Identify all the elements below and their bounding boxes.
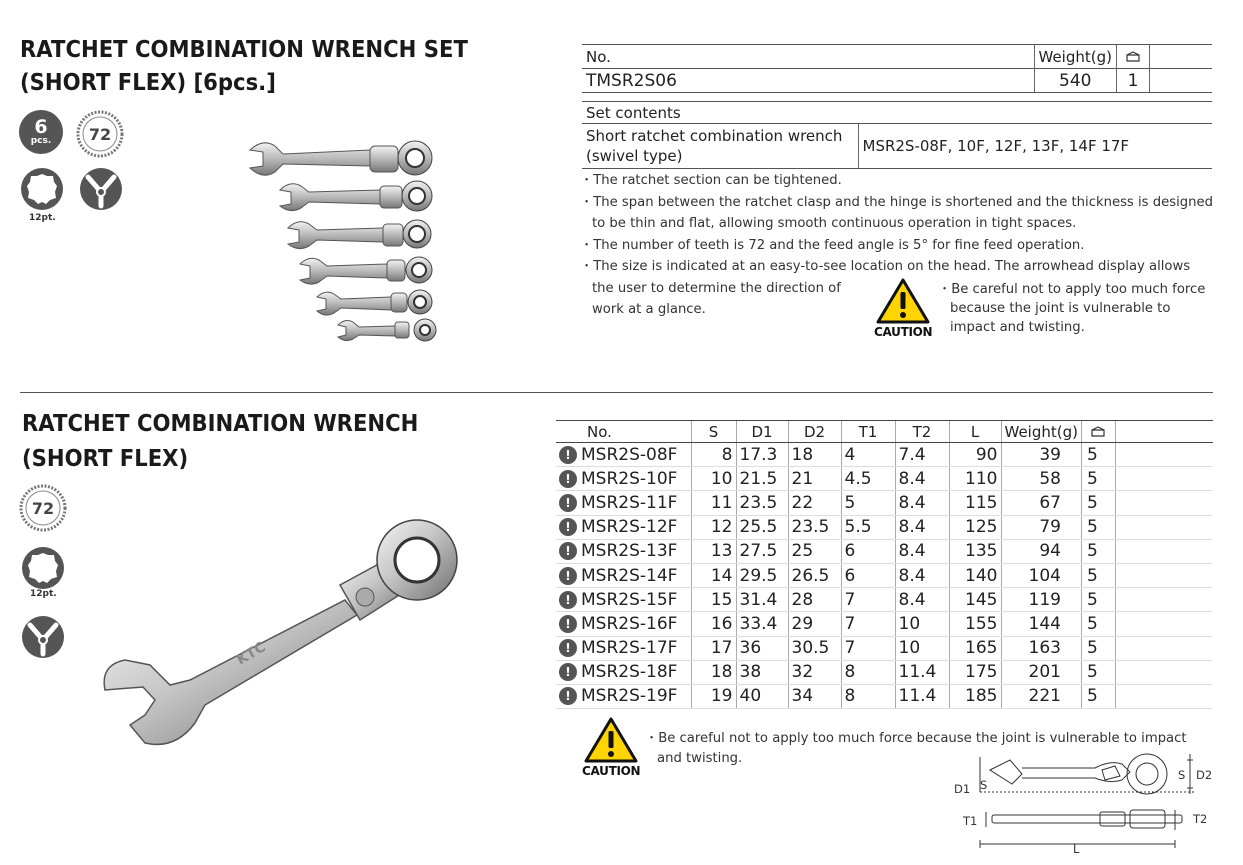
set-caution-line1: Be careful not to apply too much force — [951, 282, 1206, 297]
spec-cell: 5 — [1081, 443, 1115, 467]
spec-cell: 104 — [1001, 563, 1081, 587]
spec-cell: 12 — [691, 515, 736, 539]
spec-cell: 38 — [736, 660, 788, 684]
spec-cell: 10 — [691, 467, 736, 491]
spec-cell: 185 — [949, 684, 1001, 708]
spec-cell: 8 — [841, 660, 895, 684]
pcs-badge-icon — [19, 110, 63, 154]
spec-header-weight: Weight(g) — [1001, 421, 1081, 443]
flex-warning-icon: ! — [559, 663, 577, 681]
spec-cell: 31.4 — [736, 588, 788, 612]
set-caution-text: ・Be careful not to apply too much force because the joint is vulnerable to impact and twisting. — [938, 282, 1206, 335]
single-title-line1: RATCHET COMBINATION WRENCH — [22, 411, 419, 437]
dim-d1: D1 — [954, 782, 971, 796]
flex-warning-icon: ! — [559, 542, 577, 560]
spec-cell: 7 — [841, 636, 895, 660]
teeth-72-gear-icon — [76, 110, 124, 158]
spec-cell: 11.4 — [895, 684, 949, 708]
spec-cell: 8 — [841, 684, 895, 708]
spec-header-d2: D2 — [788, 421, 841, 443]
feature-3: ・The number of teeth is 72 and the feed angle is 5° for fine feed operation. — [580, 237, 1085, 253]
single-teeth-72-label: 72 — [31, 499, 55, 518]
set-contents-sizes: MSR2S-08F, 10F, 12F, 13F, 14F 17F — [858, 124, 1212, 169]
single-teeth-72-gear-icon — [19, 484, 67, 532]
set-header-qty — [1116, 45, 1149, 69]
teeth-72-label: 72 — [88, 125, 112, 144]
spec-cell-no: ! MSR2S-12F — [556, 515, 691, 539]
spec-cell: 7 — [841, 588, 895, 612]
spec-cell: 90 — [949, 443, 1001, 467]
flex-warning-icon: ! — [559, 591, 577, 609]
spec-cell: 79 — [1001, 515, 1081, 539]
set-contents-item-line2: (swivel type) — [586, 147, 683, 165]
single-title-line2: (SHORT FLEX) — [22, 446, 189, 472]
spec-cell-no: ! MSR2S-18F — [556, 660, 691, 684]
spec-cell: 175 — [949, 660, 1001, 684]
flex-warning-icon: ! — [559, 615, 577, 633]
spec-header-l: L — [949, 421, 1001, 443]
spec-cell-no: ! MSR2S-17F — [556, 636, 691, 660]
spec-header-t1: T1 — [841, 421, 895, 443]
spec-cell-no: ! MSR2S-16F — [556, 612, 691, 636]
single-caution-line2: and twisting. — [657, 751, 743, 766]
spec-cell: 5 — [1081, 539, 1115, 563]
set-caution-line3: impact and twisting. — [950, 320, 1085, 335]
spec-cell: 5 — [1081, 588, 1115, 612]
spec-cell: 8.4 — [895, 515, 949, 539]
spec-cell: 8.4 — [895, 539, 949, 563]
dim-t1: T1 — [963, 814, 978, 828]
spec-cell: 25.5 — [736, 515, 788, 539]
spec-cell: 19 — [691, 684, 736, 708]
spec-cell: 17 — [691, 636, 736, 660]
12pt-label: 12pt. — [29, 213, 56, 223]
flex-warning-icon: ! — [559, 518, 577, 536]
spec-header-t2: T2 — [895, 421, 949, 443]
set-contents-header: Set contents — [582, 102, 1212, 124]
feature-2-cont: to be thin and flat, allowing smooth continuous operation in tight spaces. — [592, 216, 1077, 231]
spec-cell: 4.5 — [841, 467, 895, 491]
spec-cell: 30.5 — [788, 636, 841, 660]
set-header-no: No. — [582, 45, 1034, 69]
spec-row — [556, 612, 1213, 636]
spec-cell: 29.5 — [736, 563, 788, 587]
set-header-weight: Weight(g) — [1034, 45, 1116, 69]
dim-s-left: S — [980, 778, 988, 792]
feature-2: ・The span between the ratchet clasp and the hinge is shortened and the thickness is designed — [580, 194, 1213, 210]
set-row-weight: 540 — [1034, 69, 1116, 93]
flex-warning-icon: ! — [559, 687, 577, 705]
spec-cell: 4 — [841, 443, 895, 467]
spec-cell: 39 — [1001, 443, 1081, 467]
flex-warning-icon: ! — [559, 494, 577, 512]
spec-cell: 16 — [691, 612, 736, 636]
spec-cell: 13 — [691, 539, 736, 563]
spec-row — [556, 684, 1213, 708]
box-qty-icon — [1126, 50, 1140, 62]
spec-cell: 5 — [1081, 636, 1115, 660]
single-caution-label: CAUTION — [582, 764, 641, 778]
spec-cell-no: ! MSR2S-08F — [556, 443, 691, 467]
spec-cell: 5 — [1081, 563, 1115, 587]
feature-1: ・The ratchet section can be tightened. — [580, 173, 842, 188]
spec-cell: 14 — [691, 563, 736, 587]
set-row-no: TMSR2S06 — [582, 69, 1034, 93]
spec-cell: 10 — [895, 636, 949, 660]
caution-label: CAUTION — [874, 325, 933, 339]
spec-cell-no: ! MSR2S-13F — [556, 539, 691, 563]
spec-cell: 201 — [1001, 660, 1081, 684]
spec-cell: 5 — [841, 491, 895, 515]
spec-cell: 144 — [1001, 612, 1081, 636]
spec-cell: 8 — [691, 443, 736, 467]
set-caution — [874, 278, 932, 339]
feature-4-cont1: the user to determine the direction of — [592, 280, 841, 296]
spec-header-s: S — [691, 421, 736, 443]
spec-row — [556, 515, 1213, 539]
spec-cell: 5 — [1081, 684, 1115, 708]
flex-warning-icon: ! — [559, 639, 577, 657]
flex-joint-icon — [78, 166, 124, 212]
single-caution — [582, 717, 640, 778]
spec-cell-no: ! MSR2S-19F — [556, 684, 691, 708]
spec-cell: 15 — [691, 588, 736, 612]
spec-cell: 18 — [691, 660, 736, 684]
spec-cell: 5 — [1081, 515, 1115, 539]
spec-cell: 6 — [841, 539, 895, 563]
caution-triangle-icon — [876, 278, 930, 324]
spec-row — [556, 539, 1213, 563]
spec-cell: 27.5 — [736, 539, 788, 563]
spec-cell: 10 — [895, 612, 949, 636]
dim-s-right: S — [1178, 768, 1186, 782]
spec-cell: 5 — [1081, 612, 1115, 636]
spec-cell: 7.4 — [895, 443, 949, 467]
brand-mark: KTC — [234, 639, 269, 669]
set-caution-line2: because the joint is vulnerable to — [950, 301, 1171, 316]
spec-cell: 135 — [949, 539, 1001, 563]
spec-cell: 155 — [949, 612, 1001, 636]
spec-cell: 40 — [736, 684, 788, 708]
spec-cell: 8.4 — [895, 563, 949, 587]
spec-cell: 25 — [788, 539, 841, 563]
flex-warning-icon: ! — [559, 567, 577, 585]
single-caution-line1: Be careful not to apply too much force because the joint is vulnerable to impact — [658, 731, 1187, 746]
spec-cell: 8.4 — [895, 491, 949, 515]
spec-cell-no: ! MSR2S-15F — [556, 588, 691, 612]
set-contents-table — [582, 101, 1212, 169]
spec-cell: 58 — [1001, 467, 1081, 491]
spec-cell: 34 — [788, 684, 841, 708]
feature-4-cont2: work at a glance. — [592, 302, 706, 317]
spec-cell: 110 — [949, 467, 1001, 491]
spec-cell: 26.5 — [788, 563, 841, 587]
spec-cell-no: ! MSR2S-11F — [556, 491, 691, 515]
spec-cell: 21.5 — [736, 467, 788, 491]
spec-cell: 11.4 — [895, 660, 949, 684]
spec-cell: 7 — [841, 612, 895, 636]
spec-cell: 18 — [788, 443, 841, 467]
spec-cell: 5 — [1081, 467, 1115, 491]
spec-cell: 11 — [691, 491, 736, 515]
spec-cell: 163 — [1001, 636, 1081, 660]
spec-cell: 32 — [788, 660, 841, 684]
spec-cell: 145 — [949, 588, 1001, 612]
dim-t2: T2 — [1193, 812, 1208, 826]
spec-cell-no: ! MSR2S-10F — [556, 467, 691, 491]
section-divider — [20, 392, 1213, 393]
spec-cell: 119 — [1001, 588, 1081, 612]
spec-cell: 125 — [949, 515, 1001, 539]
single-caution-triangle-icon — [584, 717, 638, 763]
spec-cell: 17.3 — [736, 443, 788, 467]
spec-row — [556, 660, 1213, 684]
spec-header-d1: D1 — [736, 421, 788, 443]
spec-header-no: No. — [556, 421, 691, 443]
spec-cell: 23.5 — [736, 491, 788, 515]
spec-cell: 67 — [1001, 491, 1081, 515]
spec-row — [556, 491, 1213, 515]
set-title-line1: RATCHET COMBINATION WRENCH SET — [20, 37, 468, 63]
spec-cell: 5 — [1081, 491, 1115, 515]
dim-l: L — [1073, 842, 1080, 856]
spec-row — [556, 636, 1213, 660]
spec-cell: 5 — [1081, 660, 1115, 684]
spec-cell: 8.4 — [895, 588, 949, 612]
spec-cell: 21 — [788, 467, 841, 491]
spec-table — [556, 420, 1213, 709]
feature-4: ・The size is indicated at an easy-to-see location on the head. The arrowhead display allows — [580, 259, 1191, 274]
spec-cell: 115 — [949, 491, 1001, 515]
spec-cell: 28 — [788, 588, 841, 612]
set-title-line2: (SHORT FLEX) [6pcs.] — [20, 70, 276, 96]
set-number-table — [582, 44, 1212, 93]
spec-row — [556, 588, 1213, 612]
wrench-set-image — [245, 138, 445, 343]
single-caution-text: ・Be careful not to apply too much force because the joint is vulnerable to impact and twisting. — [645, 729, 1187, 769]
single-12pt-socket-icon — [20, 545, 66, 591]
flex-warning-icon: ! — [559, 446, 577, 464]
set-row-qty: 1 — [1116, 69, 1149, 93]
spec-cell: 29 — [788, 612, 841, 636]
spec-cell: 36 — [736, 636, 788, 660]
flex-warning-icon: ! — [559, 470, 577, 488]
dim-d2: D2 — [1196, 768, 1213, 782]
spec-header-qty — [1081, 421, 1115, 443]
pcs-badge-number: 6 — [34, 116, 48, 138]
spec-row — [556, 467, 1213, 491]
spec-row — [556, 443, 1213, 467]
spec-cell: 8.4 — [895, 467, 949, 491]
spec-cell: 23.5 — [788, 515, 841, 539]
spec-cell: 5.5 — [841, 515, 895, 539]
spec-cell: 140 — [949, 563, 1001, 587]
single-12pt-label: 12pt. — [30, 589, 57, 599]
set-contents-item — [582, 124, 858, 169]
pcs-badge-unit: pcs. — [30, 136, 52, 146]
spec-cell: 33.4 — [736, 612, 788, 636]
spec-cell: 94 — [1001, 539, 1081, 563]
set-contents-item-line1: Short ratchet combination wrench — [586, 127, 843, 145]
single-flex-joint-icon — [20, 614, 66, 660]
spec-box-qty-icon — [1091, 425, 1105, 437]
spec-cell: 221 — [1001, 684, 1081, 708]
single-wrench-image — [95, 515, 470, 755]
spec-cell: 22 — [788, 491, 841, 515]
12pt-socket-icon — [19, 166, 65, 212]
spec-row — [556, 563, 1213, 587]
spec-cell: 6 — [841, 563, 895, 587]
spec-cell-no: ! MSR2S-14F — [556, 563, 691, 587]
spec-cell: 165 — [949, 636, 1001, 660]
